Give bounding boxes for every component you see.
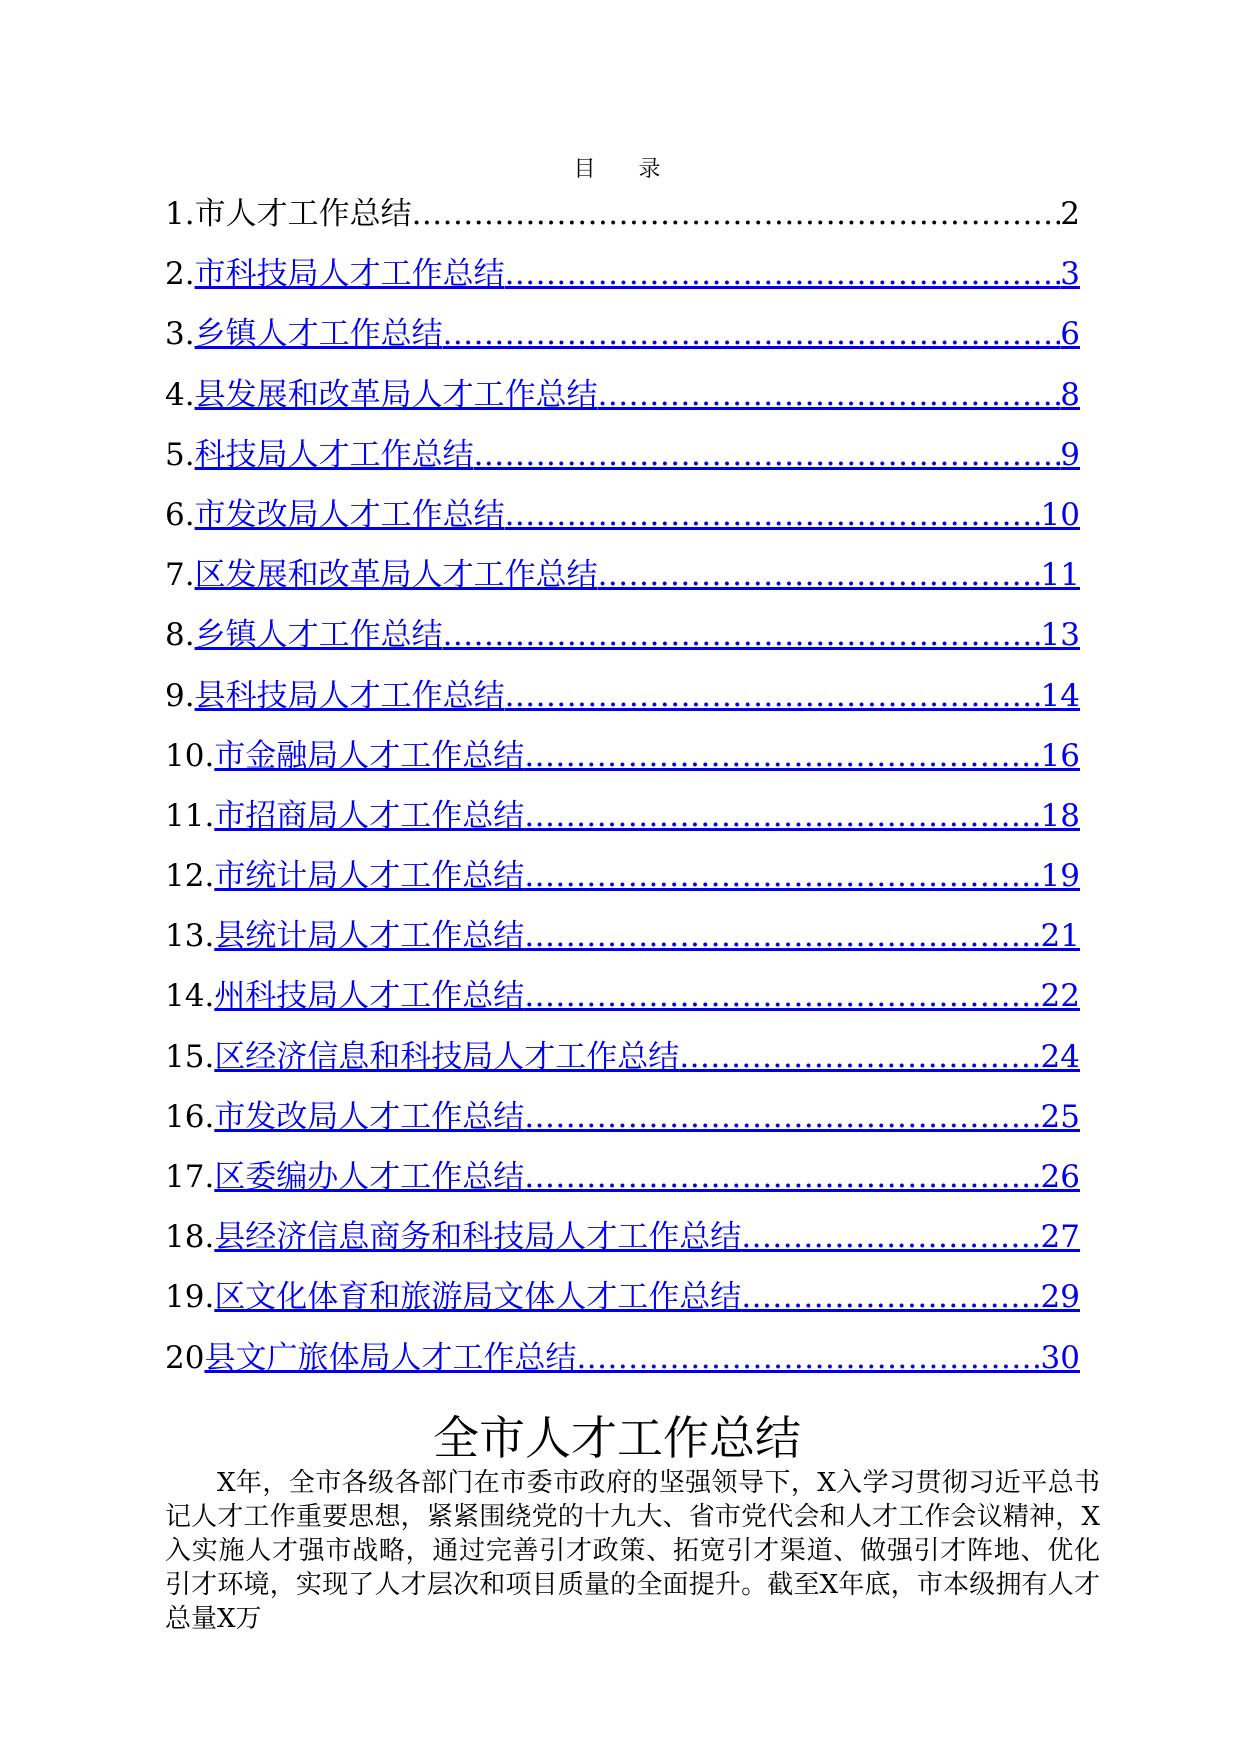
toc-entry-page: 13: [1040, 617, 1080, 654]
toc-entry-number: 16.: [165, 1098, 215, 1135]
toc-entry-page: 9: [1060, 436, 1080, 473]
toc-entry-page: 19: [1040, 858, 1080, 895]
toc-entry-leader: [443, 316, 1061, 352]
toc-entry-page: 24: [1040, 1038, 1080, 1075]
toc-entry-title: 县文广旅体局人才工作总结: [204, 1339, 577, 1376]
toc-entry-leader: [505, 256, 1061, 292]
toc-entry-title: 州科技局人才工作总结: [214, 978, 525, 1015]
toc-entry-number: 3.: [165, 316, 195, 353]
toc-entry-page: 14: [1040, 677, 1080, 714]
toc-entry-leader: [741, 1279, 1040, 1315]
toc-entry-leader: [505, 497, 1041, 533]
toc-entry-number: 11.: [165, 797, 215, 834]
toc-entry-page: 25: [1040, 1098, 1080, 1135]
toc-entry-number: 15.: [165, 1038, 215, 1075]
toc-entry-page: 22: [1040, 978, 1080, 1015]
toc-entry-leader: [524, 918, 1040, 954]
toc-entry-page: 21: [1040, 918, 1080, 955]
toc-entry-number: 6.: [165, 496, 195, 533]
toc-entry-page: 29: [1040, 1279, 1080, 1316]
toc-entry-number: 20: [165, 1339, 205, 1376]
toc-entry-number: 9.: [165, 677, 195, 714]
toc-entry-number: 19.: [165, 1279, 215, 1316]
toc-entry-title: 市招商局人才工作总结: [214, 797, 525, 834]
toc-entry[interactable]: [165, 910, 1080, 970]
toc-entry-page: 3: [1060, 256, 1080, 293]
toc-entry-page: 10: [1040, 496, 1080, 533]
toc-entry-number: 13.: [165, 918, 215, 955]
toc-entry[interactable]: [165, 850, 1080, 910]
toc-entry-number: 12.: [165, 858, 215, 895]
toc-entry-title: 市科技局人才工作总结: [194, 256, 505, 293]
toc-entry-title: 乡镇人才工作总结: [194, 617, 443, 654]
toc-entry-title: 区发展和改革局人才工作总结: [194, 557, 598, 594]
toc-entry-title: 区经济信息和科技局人才工作总结: [214, 1038, 680, 1075]
toc-entry[interactable]: [165, 1211, 1080, 1271]
toc-entry-title: 县经济信息商务和科技局人才工作总结: [214, 1219, 742, 1256]
toc-entry[interactable]: [165, 429, 1080, 489]
toc-entry[interactable]: [165, 1151, 1080, 1211]
toc-entry-leader: [524, 1159, 1040, 1195]
toc-entry[interactable]: [165, 790, 1080, 850]
toc-entry-page: 27: [1040, 1219, 1080, 1256]
toc-entry-leader: [505, 678, 1041, 714]
toc-entry-leader: [524, 798, 1040, 834]
toc-entry[interactable]: [165, 308, 1080, 368]
toc-entry-number: 7.: [165, 557, 195, 594]
toc-entry-title: 区文化体育和旅游局文体人才工作总结: [214, 1279, 742, 1316]
toc-entry-title: 县统计局人才工作总结: [214, 918, 525, 955]
toc-entry-leader: [679, 1039, 1040, 1075]
toc-entry-leader: [598, 557, 1041, 593]
toc-entry-title: 科技局人才工作总结: [194, 436, 474, 473]
toc-entry[interactable]: [165, 369, 1080, 429]
toc-entry-number: 2.: [165, 256, 195, 293]
toc-entry-leader: [576, 1340, 1040, 1376]
toc-entry-title: 区委编办人才工作总结: [214, 1159, 525, 1195]
toc-entry-number: 14.: [165, 978, 215, 1015]
toc-entry[interactable]: [165, 248, 1080, 308]
toc-entry-title: 市发改局人才工作总结: [214, 1098, 525, 1135]
toc-entry-title: 市统计局人才工作总结: [214, 858, 525, 895]
toc-entry-leader: [741, 1219, 1040, 1255]
toc-entry-page: 2: [1060, 196, 1080, 232]
toc-entry[interactable]: [165, 1031, 1080, 1091]
toc-entry-page: 6: [1060, 316, 1080, 353]
toc-entry-leader: [524, 738, 1040, 774]
toc-entry-number: 17.: [165, 1159, 215, 1195]
toc-entry: [165, 188, 1080, 248]
toc-entry-title: 县科技局人才工作总结: [194, 677, 505, 714]
toc-entry[interactable]: [165, 1091, 1080, 1151]
toc-entry-title: 市人才工作总结: [194, 196, 412, 232]
document-title: 全市人才工作总结: [433, 1411, 801, 1465]
toc-entry-number: 10.: [165, 737, 215, 774]
toc-entry-page: 26: [1040, 1159, 1080, 1195]
toc-entry[interactable]: [165, 1271, 1080, 1331]
toc-entry-page: 11: [1040, 557, 1080, 594]
toc-entry[interactable]: [165, 670, 1080, 730]
toc-entry-page: 16: [1040, 737, 1080, 774]
toc-entry-title: 乡镇人才工作总结: [194, 316, 443, 353]
toc-entry-number: 8.: [165, 617, 195, 654]
toc-entry-leader: [598, 377, 1061, 413]
toc-entry-number: 4.: [165, 376, 195, 413]
table-of-contents: [165, 188, 1080, 1392]
toc-entry-leader: [474, 437, 1061, 473]
toc-heading: 目 录: [573, 157, 679, 182]
toc-entry-title: 市发改局人才工作总结: [194, 496, 505, 533]
toc-entry-number: 5.: [165, 436, 195, 473]
toc-entry[interactable]: [165, 549, 1080, 609]
toc-entry-leader: [443, 617, 1041, 653]
toc-entry-leader: [524, 1099, 1040, 1135]
toc-entry-title: 市金融局人才工作总结: [214, 737, 525, 774]
toc-entry-leader: [524, 858, 1040, 894]
toc-entry-leader: [524, 978, 1040, 1014]
body-paragraph: X年，全市各级各部门在市委市政府的坚强领导下，X入学习贯彻习近平总书记人才工作重要思想，紧紧围绕党的十九大、省市党代会和人才工作会议精神，X入实施人才强市战略，通过完善引才政策、拓宽引才渠道、做强引才阵地、优化引才环境，实现了人才层次和项目质量的全面提升。截至X年底，市本级拥有人才总量X万: [165, 1468, 1100, 1634]
toc-entry-page: 30: [1040, 1339, 1080, 1376]
toc-entry-number: 1.: [165, 196, 195, 232]
toc-entry-title: 县发展和改革局人才工作总结: [194, 376, 598, 413]
toc-entry[interactable]: [165, 730, 1080, 790]
toc-entry[interactable]: [165, 1332, 1080, 1392]
toc-entry-number: 18.: [165, 1219, 215, 1256]
toc-entry-page: 8: [1060, 376, 1080, 413]
toc-entry-leader: [412, 196, 1061, 232]
toc-entry[interactable]: [165, 609, 1080, 669]
toc-entry[interactable]: [165, 489, 1080, 549]
toc-entry[interactable]: [165, 970, 1080, 1030]
toc-entry-page: 18: [1040, 797, 1080, 834]
